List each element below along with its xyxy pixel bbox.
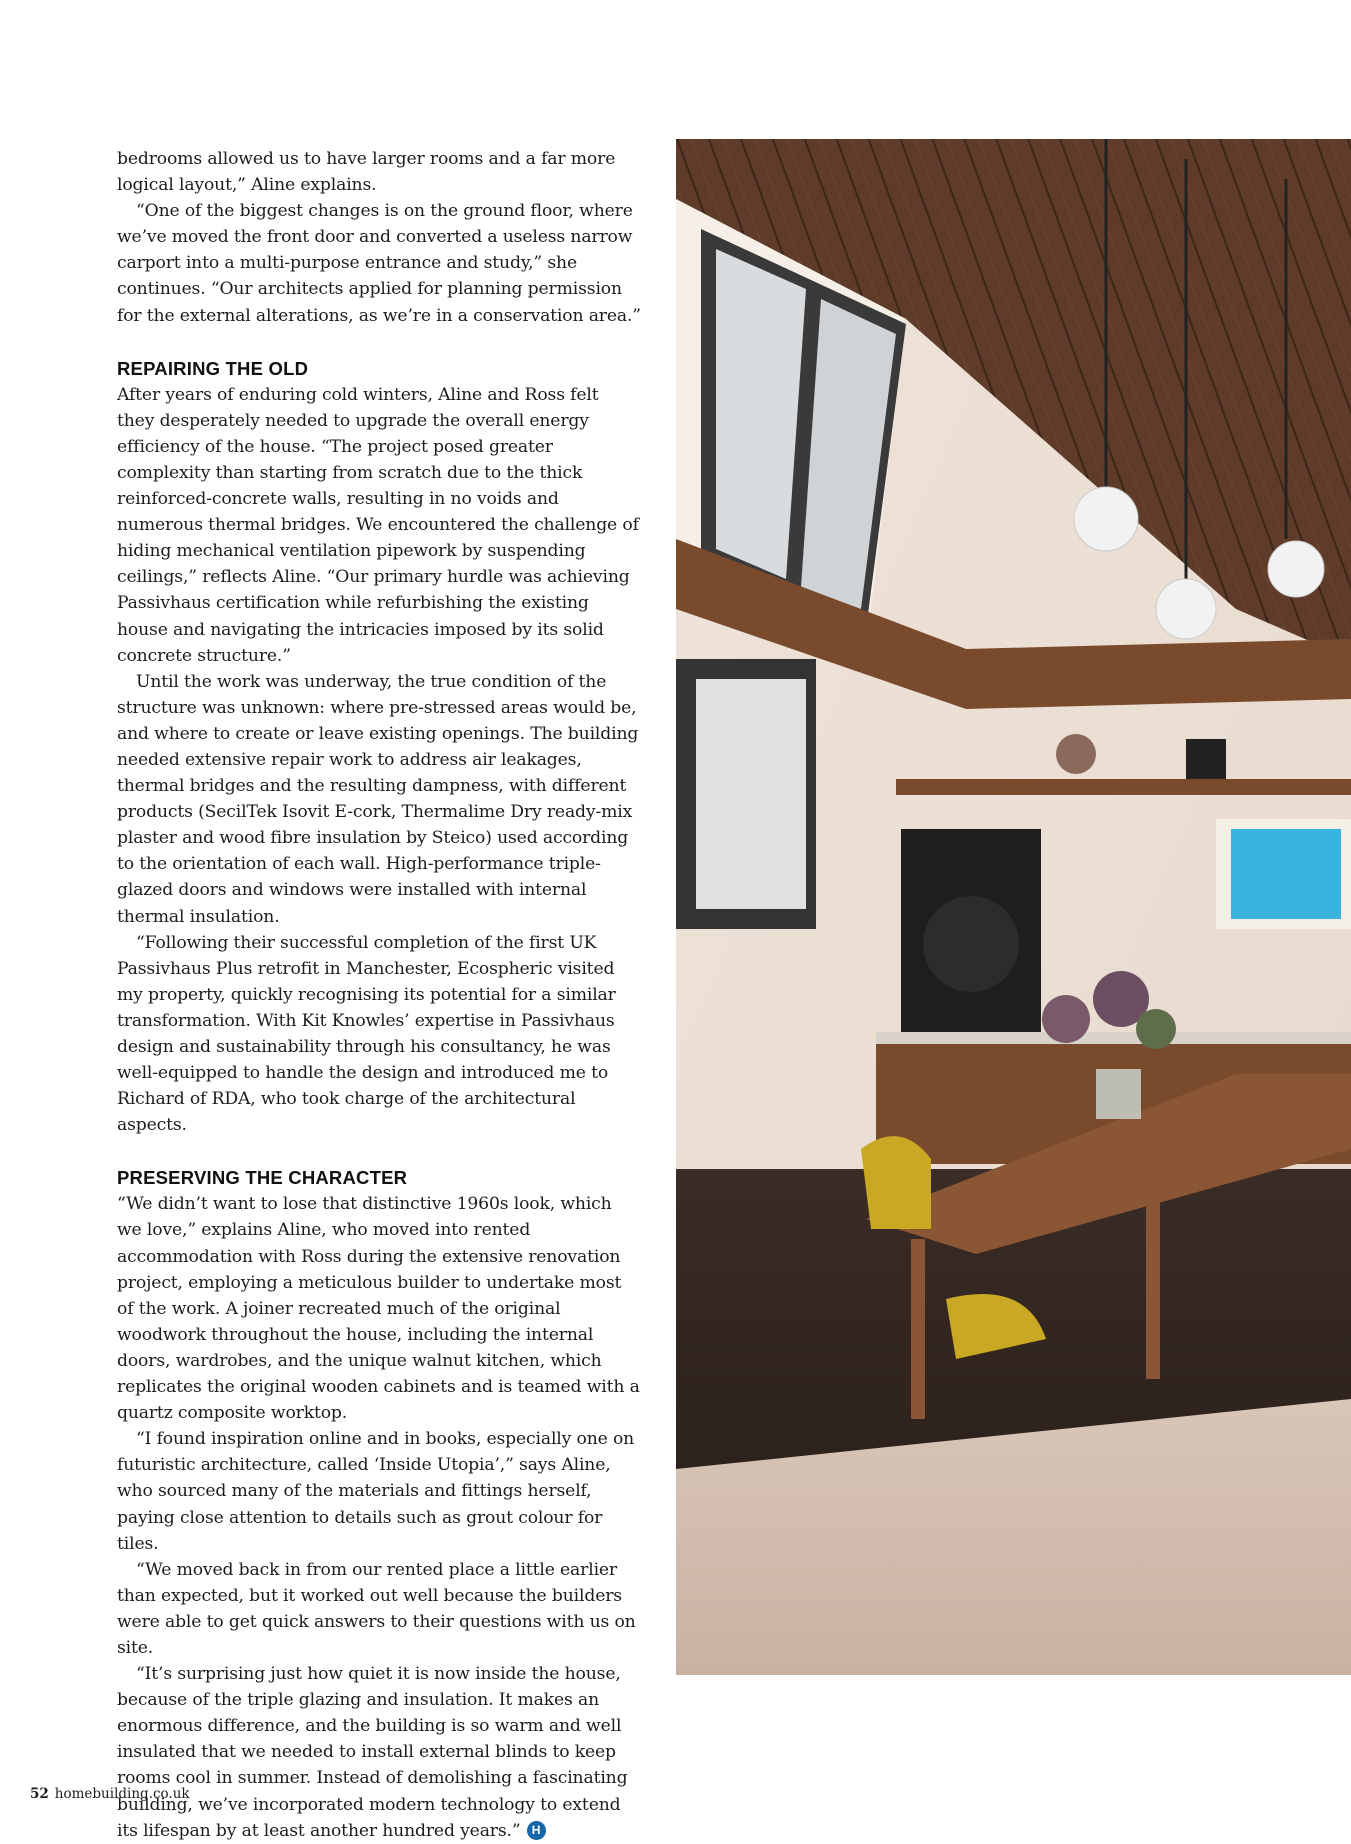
page-number: 52	[30, 1786, 49, 1802]
paragraph: “We didn’t want to lose that distinctive 1960s look, which we love,” explains Aline, who moved into rented accommodation with Ross during the extensive renovation project, employing a meticulous builder to undertake most of the work. A joiner recreated much of the original woodwork throughout the house, including the internal doors, wardrobes, and the unique walnut kitchen, which replicates the original wooden cabinets and is teamed with a quartz composite worktop.	[117, 1194, 640, 1424]
paragraph: bedrooms allowed us to have larger rooms and a far more logical layout,” Aline explains.	[117, 149, 616, 196]
paragraph: Until the work was underway, the true condition of the structure was unknown: where pre-stressed areas would be, and where to create or leave existing openings. The building needed extensive repair work to address air leakages, thermal bridges and the resulting dampness, with different products (SecilTek Isovit E-cork, Thermalime Dry ready-mix plaster and wood fibre insulation by Steico) used according to the orientation of each wall. High-performance triple-glazed doors and windows were installed with internal thermal insulation.	[117, 671, 639, 927]
paragraph: “We moved back in from our rented place a little earlier than expected, but it worked out well because the builders were able to get quick answers to their questions with us on site.	[117, 1559, 636, 1658]
end-mark-icon: H	[527, 1821, 546, 1840]
article-body	[117, 146, 641, 1844]
dining-room-photo	[676, 139, 1351, 1675]
page-footer	[30, 1786, 190, 1802]
paragraph-text: “It’s surprising just how quiet it is now inside the house, because of the triple glazing and insulation. It makes an enormous difference, and the building is so warm and well insulated that we needed to install external blinds to keep rooms cool in summer. Instead of demolishing a fascinating building, we’ve incorporated modern technology to extend its lifespan by at least another hundred years.”	[117, 1664, 628, 1841]
paragraph: “One of the biggest changes is on the ground floor, where we’ve moved the front door and converted a useless narrow carport into a multi-purpose entrance and study,” she continues. “Our architects applied for planning permission for the external alterations, as we’re in a conservation area.”	[117, 201, 641, 326]
paragraph	[117, 1661, 641, 1844]
paragraph: After years of enduring cold winters, Aline and Ross felt they desperately needed to upgrade the overall energy efficiency of the house. “The project posed greater complexity than starting from scratch due to the thick reinforced-concrete walls, resulting in no voids and numerous thermal bridges. We encountered the challenge of hiding mechanical ventilation pipework by suspending ceilings,” reflects Aline. “Our primary hurdle was achieving Passivhaus certification while refurbishing the existing house and navigating the intricacies imposed by its solid concrete structure.”	[117, 384, 639, 666]
photo-illustration	[676, 139, 1351, 1675]
paragraph: “I found inspiration online and in books, especially one on futuristic architecture, called ‘Inside Utopia’,” says Aline, who sourced many of the materials and fittings herself, paying close attention to details such as grout colour for tiles.	[117, 1429, 635, 1554]
section-heading: REPAIRING THE OLD	[117, 357, 309, 379]
site-name: homebuilding.co.uk	[54, 1786, 190, 1802]
section-heading: PRESERVING THE CHARACTER	[117, 1167, 408, 1189]
paragraph: “Following their successful completion of the first UK Passivhaus Plus retrofit in Manchester, Ecospheric visited my property, quickly recognising its potential for a similar transformation. With Kit Knowles’ expertise in Passivhaus design and sustainability through his consultancy, he was well-equipped to handle the design and introduced me to Richard of RDA, who took charge of the architectural aspects.	[117, 932, 616, 1136]
